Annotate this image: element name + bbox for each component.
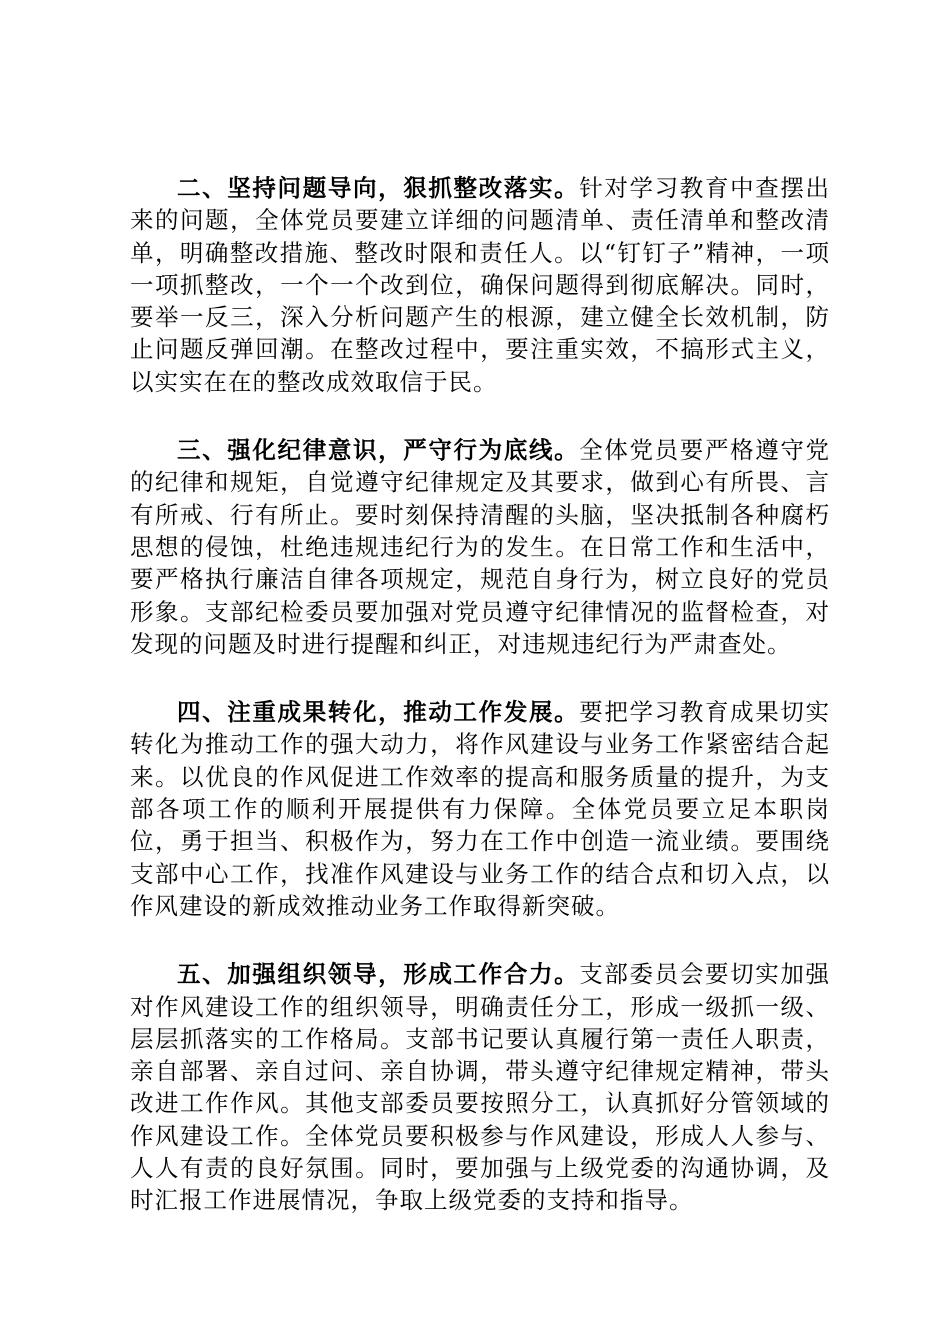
paragraph-heading: 四、注重成果转化，推动工作发展。 (177, 698, 580, 727)
paragraph-body: 支部委员会要切实加强对作风建设工作的组织领导，明确责任分工，形成一级抓一级、层层抓落实的工作格局。支部书记要认真履行第一责任人职责，亲自部署、亲自过问、亲自协调，带头遵守纪律规定精神，带头改进工作作风。其他支部委员要按照分工，认真抓好分管领域的作风建设工作。全体党员要积极参与作风建设，形成人人参与、人人有责的良好氛围。同时，要加强与上级党委的沟通协调，及时汇报工作进展情况，争取上级党委的支持和指导。 (130, 960, 831, 1215)
paragraph-body: 要把学习教育成果切实转化为推动工作的强大动力，将作风建设与业务工作紧密结合起来。以优良的作风促进工作效率的提高和服务质量的提升，为支部各项工作的顺利开展提供有力保障。全体党员要立足本职岗位，勇于担当、积极作为，努力在工作中创造一流业绩。要围绕支部中心工作，找准作风建设与业务工作的结合点和切入点，以作风建设的新成效推动业务工作取得新突破。 (130, 698, 831, 920)
paragraph-body: 针对学习教育中查摆出来的问题，全体党员要建立详细的问题清单、责任清单和整改清单，明确整改措施、整改时限和责任人。以“钉钉子”精神，一项一项抓整改，一个一个改到位，确保问题得到彻底解决。同时，要举一反三，深入分析问题产生的根源，建立健全长效机制，防止问题反弹回潮。在整改过程中，要注重实效，不搞形式主义，以实实在在的整改成效取信于民。 (130, 174, 831, 396)
paragraph-heading: 五、加强组织领导，形成工作合力。 (177, 960, 580, 989)
paragraph-body: 全体党员要严格遵守党的纪律和规矩，自觉遵守纪律规定及其要求，做到心有所畏、言有所戒、行有所止。要时刻保持清醒的头脑，坚决抵制各种腐朽思想的侵蚀，杜绝违规违纪行为的发生。在日常工作和生活中，要严格执行廉洁自律各项规定，规范自身行为，树立良好的党员形象。支部纪检委员要加强对党员遵守纪律情况的监督检查，对发现的问题及时进行提醒和纠正，对违规违纪行为严肃查处。 (130, 436, 831, 658)
paragraph-2 (130, 172, 830, 398)
document-page (130, 172, 830, 1253)
paragraph-heading: 二、坚持问题导向，狠抓整改落实。 (177, 174, 580, 202)
paragraph-4 (130, 696, 830, 922)
paragraph-5 (130, 958, 830, 1216)
paragraph-heading: 三、强化纪律意识，严守行为底线。 (177, 436, 580, 465)
paragraph-3 (130, 434, 830, 660)
